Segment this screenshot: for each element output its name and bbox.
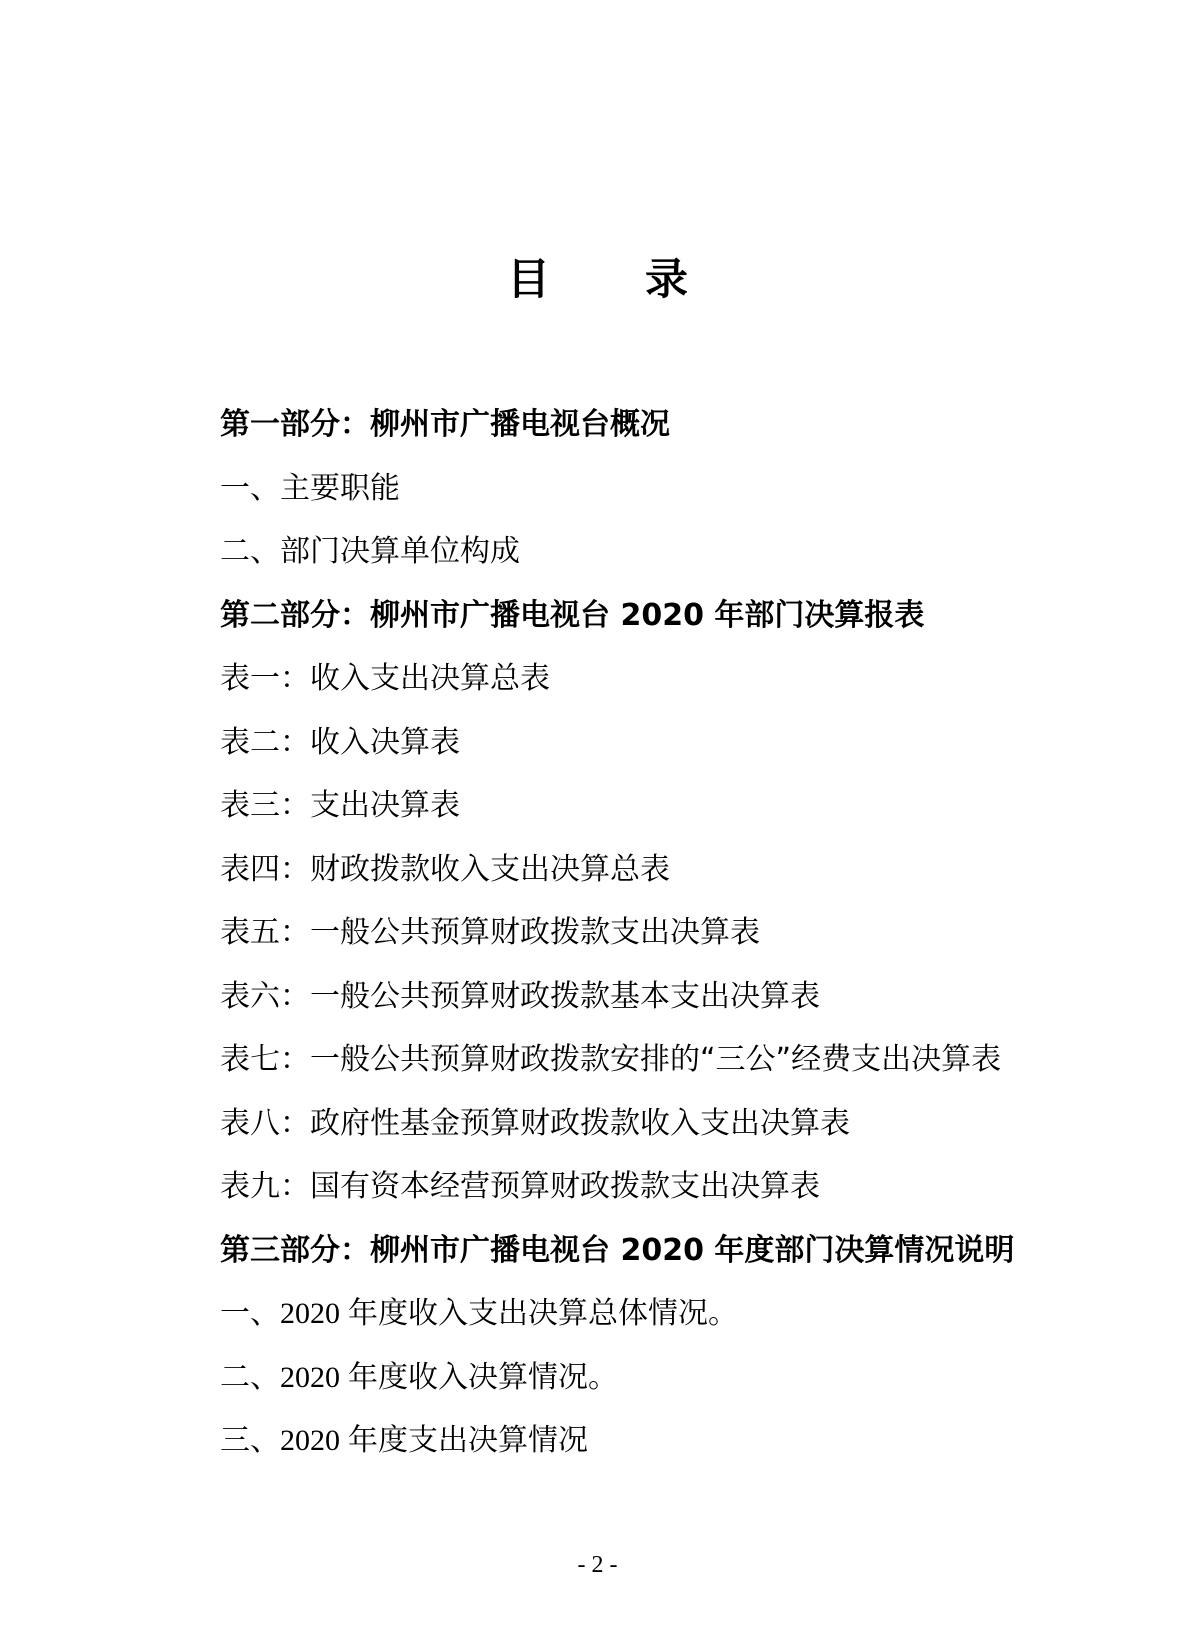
toc-item-unit-composition: 二、部门决算单位构成: [220, 534, 520, 569]
toc-item-table-2: 表二：收入决算表: [220, 724, 460, 760]
toc-item-table-7: 表七：一般公共预算财政拨款安排的“三公”经费支出决算表: [220, 1042, 1002, 1077]
toc-item-table-9: 表九：国有资本经营预算财政拨款支出决算表: [220, 1169, 820, 1204]
toc-item-table-3: 表三：支出决算表: [220, 788, 460, 823]
toc-item-text: 年度收入决算情况。: [348, 1359, 618, 1395]
toc-item-text: 年度收入支出决算总体情况。: [348, 1296, 738, 1331]
page-title: [0, 250, 1195, 310]
toc-item-year: 2020: [280, 1360, 340, 1394]
toc-part-2: 第二部分：柳州市广播电视台 2020 年部门决算报表: [220, 597, 925, 633]
toc-part-3: 第三部分：柳州市广播电视台 2020 年度部门决算情况说明: [220, 1232, 1015, 1268]
toc-item-table-6: 表六：一般公共预算财政拨款基本支出决算表: [220, 978, 820, 1014]
toc-item-table-8: 表八：政府性基金预算财政拨款收入支出决算表: [220, 1105, 850, 1141]
title-char-2: 录: [645, 255, 688, 305]
toc-item-overall-situation: [220, 1282, 1080, 1346]
toc-item-table-5: 表五：一般公共预算财政拨款支出决算表: [220, 915, 760, 950]
table-of-contents: [220, 393, 1080, 1473]
toc-part-1: 第一部分：柳州市广播电视台概况: [220, 407, 670, 442]
toc-item-income-situation: [220, 1346, 1080, 1410]
toc-item-text: 年度支出决算情况: [348, 1423, 588, 1458]
toc-item-prefix: 三、: [220, 1423, 280, 1458]
toc-item-expenditure-situation: [220, 1409, 1080, 1473]
toc-item-prefix: 一、: [220, 1296, 280, 1331]
toc-item-year: 2020: [280, 1297, 340, 1330]
page-number: - 2 -: [577, 1552, 618, 1578]
toc-item-prefix: 二、: [220, 1359, 280, 1395]
toc-item-year: 2020: [280, 1424, 340, 1457]
title-char-1: 目: [507, 255, 550, 305]
toc-item-table-4: 表四：财政拨款收入支出决算总表: [220, 851, 670, 887]
toc-item-main-functions: 一、主要职能: [220, 470, 400, 506]
toc-item-table-1: 表一：收入支出决算总表: [220, 661, 550, 696]
